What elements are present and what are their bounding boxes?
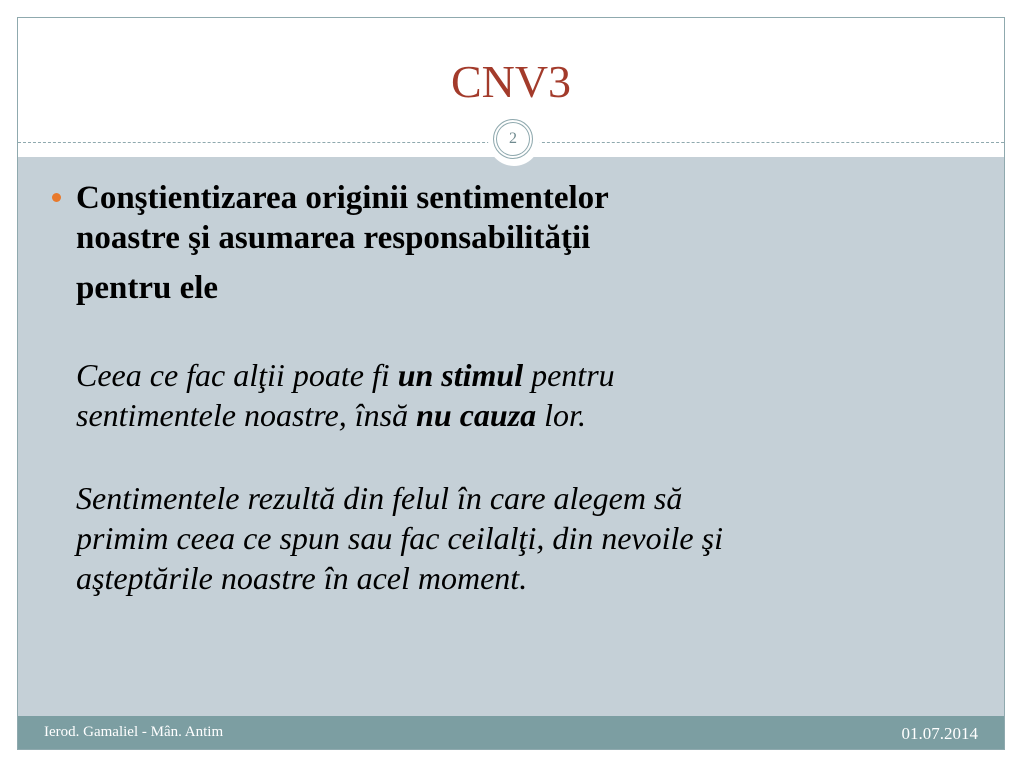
emphasis-stimulus: un stimul [397, 357, 524, 393]
paragraph-feelings-line-1: Sentimentele rezultă din felul în care alegem să [76, 480, 683, 516]
slide-number: 2 [493, 119, 533, 159]
paragraph-stimulus-line-2 [76, 395, 956, 435]
paragraph-feelings [76, 478, 956, 598]
slide-number-badge [488, 114, 540, 166]
footer [18, 716, 1004, 749]
paragraph-stimulus-line-1 [76, 355, 956, 395]
text-run: lor. [536, 397, 586, 433]
text-run: sentimentele noastre, însă [76, 397, 417, 433]
bullet-icon [52, 193, 61, 202]
text-run: pentru [523, 357, 615, 393]
slide-title: CNV3 [450, 56, 572, 107]
heading-line-3: pentru ele [76, 270, 219, 306]
heading-line-1: Conştientizarea originii sentimentelor [76, 180, 609, 216]
paragraph-stimulus [76, 355, 956, 435]
heading-line-2: noastre şi asumarea responsabilităţii [76, 220, 591, 256]
slide [17, 17, 1005, 750]
paragraph-feelings-line-3: aşteptările noastre în acel moment. [76, 560, 528, 596]
footer-author: Ierod. Gamaliel - Mân. Antim [44, 724, 224, 740]
paragraph-feelings-line-2: primim ceea ce spun sau fac ceilalţi, din nevoile şi [76, 520, 723, 556]
body-text [76, 178, 956, 598]
footer-date: 01.07.2014 [901, 724, 978, 743]
text-run: Ceea ce fac alţii poate fi [76, 357, 398, 393]
emphasis-cause: nu cauza [416, 397, 537, 433]
